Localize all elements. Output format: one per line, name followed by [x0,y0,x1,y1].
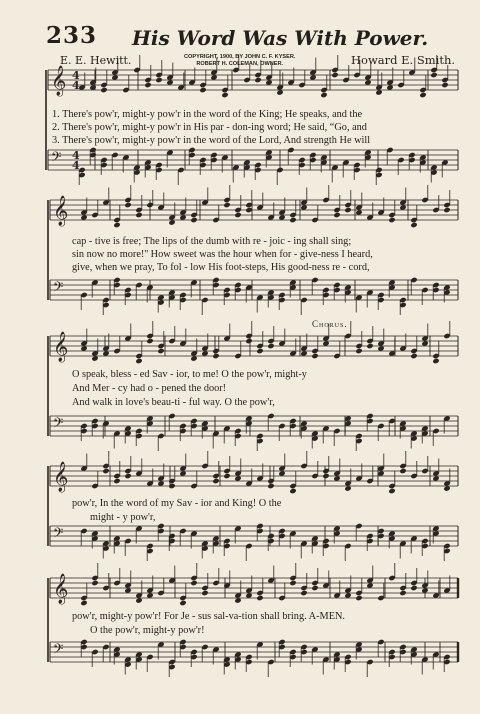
note-head [410,222,417,228]
note-head [311,353,318,359]
note-head [320,92,327,98]
note-head [135,358,142,364]
time-signature: 4 [72,69,80,82]
lyric-line-s4-v1: pow'r, In the word of my Sav - ior and King! O the [72,498,282,509]
note-head [223,473,230,479]
bass-clef: 𝄢 [53,525,64,544]
treble-clef: 𝄞 [51,66,67,96]
lyric-line-s1-v3: 3. There's pow'r, might-y pow'r in the word of the Lord, And strength He will [52,135,371,146]
lyric-line-s5-v1: pow'r, might-y pow'r! For Je - sus sal-va-tion shall bring. A-MEN. [72,611,345,622]
copyright-line-1: COPYRIGHT, 1900, BY JOHN C. F. KYSER. [184,54,296,60]
note-head [144,82,151,88]
note-head [124,202,131,208]
note-head [289,488,296,494]
note-head [388,488,395,494]
note-head [234,212,241,218]
note-head [256,595,263,601]
note-head [157,348,164,354]
note-head [300,590,307,596]
lyric-line-s2-v2: sin now no more!'' How sweet was the hour when for - give-ness I heard, [72,249,373,260]
note-head [146,338,153,344]
note-head [430,72,437,78]
note-head [100,87,107,93]
treble-clef: 𝄞 [53,574,69,604]
note-head [179,600,186,606]
composer-credit: Howard E. Smith. [351,53,456,67]
lyric-line-s1-v1: 1. There's pow'r, might-y pow'r in the word of the King; He speaks, and the [52,109,363,120]
note-head [443,207,450,213]
note-head [221,92,228,98]
time-signature: 4 [72,149,80,162]
hymn-number: 233 [46,22,98,49]
note-head [410,585,417,591]
note-head [254,77,261,83]
note-head [333,212,340,218]
note-head [256,348,263,354]
note-head [245,338,252,344]
note-head [212,478,219,484]
note-head [212,353,219,359]
lyric-line-s3-v2: And Mer - cy had o - pened the door! [72,383,227,394]
note-head [267,343,274,349]
note-head [289,580,296,586]
copyright-line-2: ROBERT H. COLEMAN, OWNER. [196,61,284,67]
note-head [102,468,109,474]
bass-clef: 𝄢 [53,279,64,298]
note-head [199,87,206,93]
note-head [80,600,87,606]
bass-clef: 𝄢 [51,149,62,168]
treble-clef: 𝄞 [53,332,69,362]
note-head [289,217,296,223]
time-signature: 4 [72,159,80,172]
note-head [419,92,426,98]
chorus-label: Chorus. [312,319,348,329]
note-head [355,595,362,601]
note-head [124,473,131,479]
note-head [113,478,120,484]
note-head [223,202,230,208]
note-head [190,580,197,586]
note-head [201,590,208,596]
note-head [267,483,274,489]
note-head [168,483,175,489]
lyric-line-s3-v3: And walk in love's beau-ti - ful way. O the pow'r, [72,397,275,408]
lyric-line-s2-v1: cap - tive is free; The lips of the dumb with re - joic - ing shall sing; [72,236,352,247]
note-head [399,590,406,596]
note-head [410,353,417,359]
note-head [155,77,162,83]
note-head [441,82,448,88]
note-head [91,580,98,586]
note-head [322,473,329,479]
note-head [355,348,362,354]
bass-clef: 𝄢 [53,415,64,434]
note-head [331,72,338,78]
note-head [135,212,142,218]
note-head [432,358,439,364]
author-credit: E. E. Hewitt. [60,54,132,67]
note-head [311,585,318,591]
treble-clef: 𝄞 [53,196,69,226]
lyric-line-s5-v2: O the pow'r, might-y pow'r! [90,625,205,636]
lyric-line-s2-v3: give, when we pray, To fol - low His foot-steps, His good-ness re - cord, [72,262,370,273]
note-head [113,222,120,228]
hymn-title: His Word Was With Power. [132,26,429,50]
lyric-line-s4-v2: might - y pow'r, [90,512,156,523]
lyric-line-s1-v2: 2. There's pow'r, might-y pow'r in His par - don-ing word; He said, “Go, and [52,122,367,133]
treble-clef: 𝄞 [53,462,69,492]
note-head [399,468,406,474]
bass-clef: 𝄢 [53,641,64,660]
note-head [344,207,351,213]
note-head [366,343,373,349]
lyric-line-s3-v1: O speak, bless - ed Sav - ior, to me! O the pow'r, might-y [72,369,307,380]
note-head [388,217,395,223]
time-signature: 4 [72,79,80,92]
note-head [190,217,197,223]
